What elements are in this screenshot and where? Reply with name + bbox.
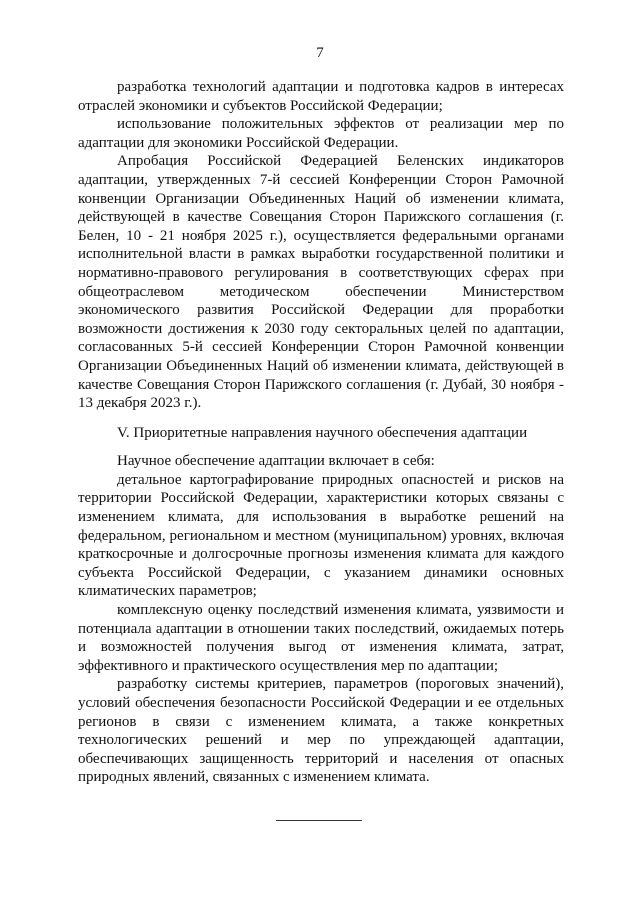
- paragraph-belen-indicators: Апробация Российской Федерацией Беленских индикаторов адаптации, утвержденных 7-й сессией Конференции Сторон Рамочной конвенции Организации Объединенных Наций об изменении климата, действующей в качестве Совещания Сторон Парижского соглашения (г. Белен, 10 - 21 ноября 2025 г.), осуществляется федеральными органами исполнительной власти в рамках выработки государственной политики и нормативно-правового регулирования в соответствующих сферах при общеотраслевом методическом обеспечении Министерством экономического развития Российской Федерации для проработки возможности достижения к 2030 году секторальных целей по адаптации, согласованных 5-й сессией Конференции Сторон Рамочной конвенции Организации Объединенных Наций об изменении климата, действующей в качестве Совещания Сторон Парижского соглашения (г. Дубай, 30 ноября - 13 декабря 2023 г.).: [78, 153, 564, 412]
- paragraph-hazard-mapping: детальное картографирование природных опасностей и рисков на территории Российской Федерации, характеристики которых связаны с изменением климата, для использования в выработке решений на федеральном, региональном и местном (муниципальном) уровнях, включая краткосрочные и долгосрочные прогнозы изменения климата для каждого субъекта Российской Федерации, с указанием динамики основных климатических параметров;: [78, 471, 564, 600]
- document-body: [78, 78, 564, 787]
- paragraph-science-intro: Научное обеспечение адаптации включает в себя:: [117, 453, 435, 470]
- page-number: 7: [316, 45, 324, 61]
- paragraph-criteria-system: разработку системы критериев, параметров (пороговых значений), условий обеспечения безопасности Российской Федерации и ее отдельных регионов в связи с изменением климата, а также конкретных технологических решений и мер по упреждающей адаптации, обеспечивающих защищенность территорий и населения от опасных природных явлений, связанных с изменением климата.: [78, 676, 564, 786]
- paragraph-positive-effects: использование положительных эффектов от реализации мер по адаптации для экономики Российской Федерации.: [78, 116, 564, 151]
- section-heading: V. Приоритетные направления научного обеспечения адаптации: [117, 424, 528, 441]
- end-of-text-rule: [276, 820, 362, 821]
- paragraph-impact-assessment: комплексную оценку последствий изменения климата, уязвимости и потенциала адаптации в отношении таких последствий, ожидаемых потерь и возможностей получения выгод от изменения климата, затрат, эффективного и практического осуществления мер по адаптации;: [78, 602, 564, 674]
- paragraph-adaptation-tech: разработка технологий адаптации и подготовка кадров в интересах отраслей экономики и субъектов Российской Федерации;: [78, 79, 564, 114]
